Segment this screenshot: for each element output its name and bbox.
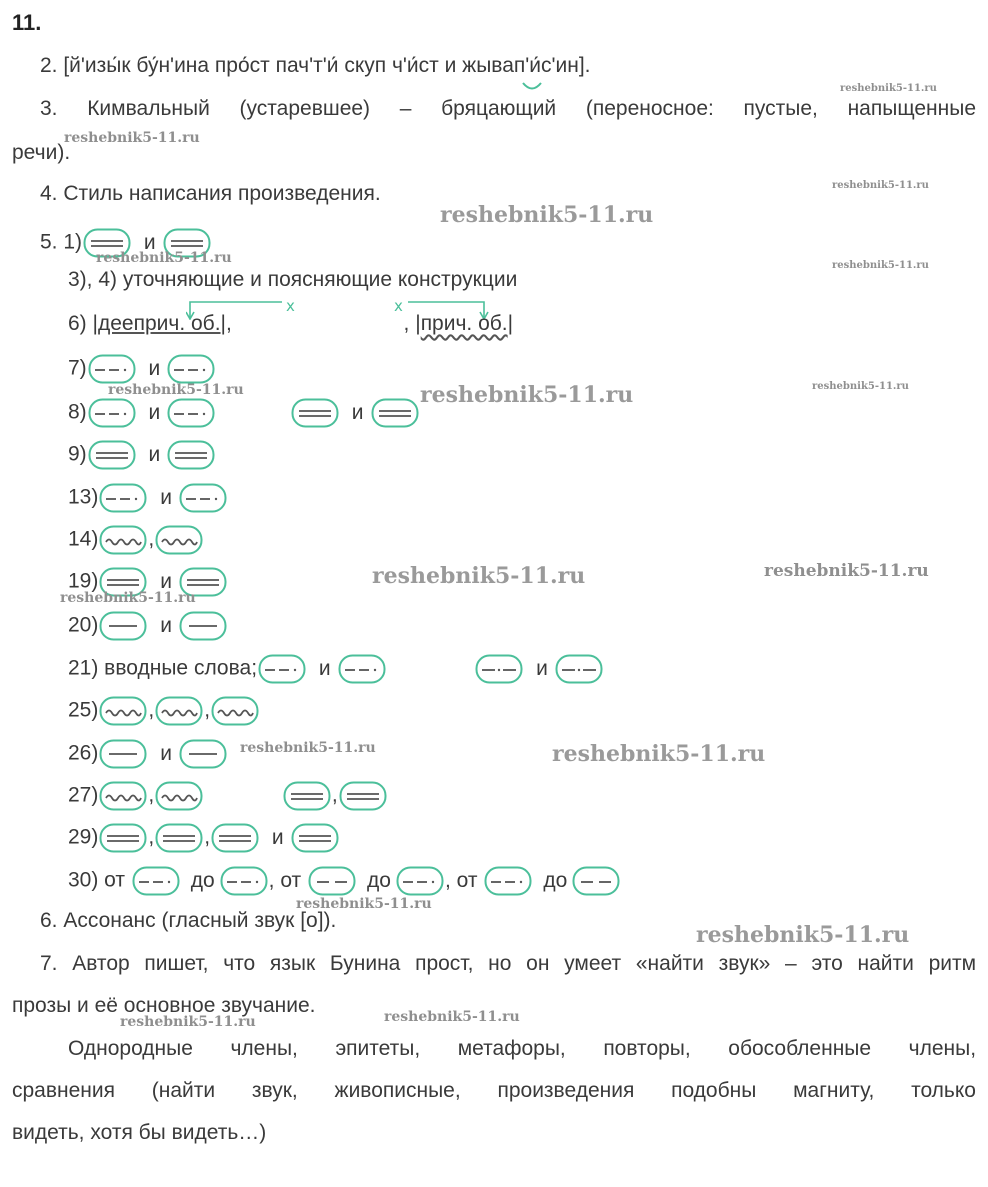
predicate-symbol-icon — [339, 781, 387, 811]
conjunction: и — [318, 656, 331, 680]
watermark: reshebnik5-11.ru — [696, 922, 910, 948]
word: Однородные — [68, 1037, 193, 1060]
row-label: 19) — [68, 569, 99, 593]
word: ритм — [928, 952, 977, 975]
object-symbol-icon — [484, 866, 532, 896]
attribute-symbol-icon — [155, 781, 203, 811]
object-symbol-icon — [308, 866, 356, 896]
bar: | — [507, 312, 514, 335]
item-6: 6. Ассонанс (гласный звук [о]). — [40, 909, 337, 932]
word: найти — [857, 952, 914, 975]
watermark: reshebnik5-11.ru — [296, 896, 432, 912]
object-symbol-icon — [88, 398, 136, 428]
word: члены, — [230, 1037, 298, 1060]
predicate-symbol-icon — [88, 440, 136, 470]
item-5-row-25 — [68, 696, 260, 726]
preposition: , от — [444, 868, 478, 892]
svg-text:x: x — [286, 298, 295, 315]
object-symbol-icon — [179, 483, 227, 513]
item-5-row-6 — [68, 313, 513, 334]
word: умеет — [564, 952, 622, 975]
word: Кимвальный — [87, 97, 210, 120]
word: эпитеты, — [335, 1037, 421, 1060]
object-symbol-icon — [88, 354, 136, 384]
item-5-row-7 — [68, 354, 216, 384]
conjunction: и — [271, 825, 284, 849]
comma: , — [148, 825, 155, 849]
word: – — [785, 952, 797, 975]
word: произведения — [497, 1079, 635, 1102]
word: пустые, — [743, 97, 818, 120]
item-5-row-14 — [68, 525, 204, 555]
word: (найти — [151, 1079, 216, 1102]
bar: | — [415, 312, 421, 335]
row-label: 5. 1) — [40, 230, 83, 254]
word: он — [526, 952, 550, 975]
preposition: до — [190, 868, 215, 892]
row-label: 9) — [68, 442, 87, 466]
arc-mark-icon — [521, 74, 543, 98]
word: звук, — [251, 1079, 298, 1102]
word: напыщенные — [847, 97, 977, 120]
preposition: до — [367, 868, 391, 892]
conjunction: и — [160, 485, 172, 509]
participle-phrase: прич. об. — [420, 312, 508, 335]
subject-symbol-icon — [179, 611, 227, 641]
item-7-line-1 — [40, 953, 976, 974]
word: сравнения — [12, 1079, 115, 1102]
comma: , — [148, 783, 155, 807]
item-3-line-2: речи). — [12, 141, 71, 164]
word: подобны — [671, 1079, 757, 1102]
word: бряцающий — [441, 97, 557, 120]
adverbial-symbol-icon — [475, 654, 523, 684]
attribute-symbol-icon — [99, 525, 147, 555]
row-label: 7) — [68, 356, 87, 380]
word: члены, — [908, 1037, 977, 1060]
object-symbol-icon — [132, 866, 180, 896]
item-5-row-13 — [68, 483, 228, 513]
predicate-symbol-icon — [371, 398, 419, 428]
watermark: reshebnik5-11.ru — [64, 130, 200, 146]
predicate-symbol-icon — [167, 440, 215, 470]
object-symbol-icon — [258, 654, 306, 684]
bar: | — [92, 312, 98, 335]
word: звук» — [718, 952, 771, 975]
paragraph-line-1 — [68, 1038, 976, 1059]
item-5-row-9 — [68, 440, 216, 470]
item-5-row-29 — [68, 823, 340, 853]
bar: |, — [220, 312, 232, 335]
conjunction: и — [351, 400, 364, 424]
word: живописные, — [334, 1079, 461, 1102]
row-label: 13) — [68, 485, 99, 509]
word: – — [399, 97, 412, 120]
word: пишет, — [144, 952, 209, 975]
watermark: reshebnik5-11.ru — [384, 1009, 520, 1025]
word: (устаревшее) — [239, 97, 371, 120]
word: что — [223, 952, 256, 975]
object-symbol-icon — [396, 866, 444, 896]
watermark: reshebnik5-11.ru — [60, 590, 196, 606]
word: магниту, — [793, 1079, 875, 1102]
object-symbol-icon — [572, 866, 620, 896]
word: «найти — [635, 952, 704, 975]
attribute-symbol-icon — [211, 696, 259, 726]
preposition: до — [543, 868, 568, 892]
adverbial-participle-phrase: дееприч. об. — [98, 312, 221, 335]
word: прост, — [415, 952, 474, 975]
adverbial-symbol-icon — [555, 654, 603, 684]
conjunction: и — [536, 656, 548, 680]
attribute-symbol-icon — [99, 781, 147, 811]
predicate-symbol-icon — [155, 823, 203, 853]
attribute-symbol-icon — [155, 696, 203, 726]
conjunction: и — [148, 356, 161, 380]
word: обособленные — [728, 1037, 872, 1060]
object-symbol-icon — [220, 866, 268, 896]
word: это — [811, 952, 843, 975]
row-label: 20) — [68, 613, 99, 637]
exercise-number: 11. — [12, 10, 42, 35]
attribute-symbol-icon — [155, 525, 203, 555]
conjunction: и — [160, 741, 172, 765]
row-label: 29) — [68, 825, 99, 849]
subject-symbol-icon — [99, 739, 147, 769]
item-5-row-30 — [68, 866, 621, 896]
row-label: 25) — [68, 698, 99, 722]
object-symbol-icon — [99, 483, 147, 513]
object-symbol-icon — [167, 398, 215, 428]
word: метафоры, — [457, 1037, 566, 1060]
row-label: 14) — [68, 527, 99, 551]
conjunction: и — [143, 230, 156, 254]
word: но — [488, 952, 512, 975]
comma: , — [148, 698, 155, 722]
predicate-symbol-icon — [211, 823, 259, 853]
predicate-symbol-icon — [291, 823, 339, 853]
item-4: 4. Стиль написания произведения. — [40, 182, 381, 205]
object-symbol-icon — [167, 354, 215, 384]
watermark: reshebnik5-11.ru — [108, 382, 244, 398]
watermark: reshebnik5-11.ru — [96, 250, 232, 266]
conjunction: и — [160, 569, 172, 593]
object-symbol-icon — [338, 654, 386, 684]
watermark: reshebnik5-11.ru — [840, 83, 937, 94]
item-5-row-27 — [68, 781, 388, 811]
item-7-line-2: прозы и её основное звучание. — [12, 994, 316, 1017]
word: 7. — [40, 952, 58, 975]
item-2-transcription: 2. [й'изы́к бу́н'ина про́ст пач'т'и́ скуп ч'и́ст и жывап'и́с'ин]. — [40, 54, 591, 77]
item-3-line-1 — [40, 98, 976, 119]
subject-symbol-icon — [179, 739, 227, 769]
conjunction: и — [148, 442, 161, 466]
item-5-row-20 — [68, 611, 228, 641]
watermark: reshebnik5-11.ru — [120, 1014, 256, 1030]
word: только — [911, 1079, 976, 1102]
row-label: 26) — [68, 741, 99, 765]
comma: , — [204, 698, 211, 722]
subject-symbol-icon — [99, 611, 147, 641]
watermark: reshebnik5-11.ru — [832, 180, 929, 191]
conjunction: и — [160, 613, 172, 637]
word: Автор — [72, 952, 130, 975]
preposition: , от — [268, 868, 302, 892]
word: (переносное: — [585, 97, 714, 120]
conjunction: и — [148, 400, 161, 424]
watermark: reshebnik5-11.ru — [420, 382, 634, 408]
watermark: reshebnik5-11.ru — [812, 381, 909, 392]
item-5-row-21 — [68, 654, 604, 684]
paragraph-line-3: видеть, хотя бы видеть…) — [12, 1121, 267, 1144]
item-5-row-26 — [68, 739, 228, 769]
row-label: 21) вводные слова; — [68, 656, 258, 680]
row-label: 8) — [68, 400, 87, 424]
watermark: reshebnik5-11.ru — [440, 202, 654, 228]
watermark: reshebnik5-11.ru — [832, 260, 929, 271]
watermark: reshebnik5-11.ru — [764, 561, 929, 581]
row-label: 6) — [68, 312, 87, 335]
watermark: reshebnik5-11.ru — [552, 741, 766, 767]
item-5-row-3-4: 3), 4) уточняющие и поясняющие конструкции — [68, 268, 518, 291]
word: 3. — [40, 97, 58, 120]
word: Бунина — [329, 952, 401, 975]
predicate-symbol-icon — [291, 398, 339, 428]
watermark: reshebnik5-11.ru — [240, 740, 376, 756]
item-5-row-8 — [68, 398, 420, 428]
word: повторы, — [603, 1037, 691, 1060]
svg-text:x: x — [394, 298, 403, 315]
paragraph-line-2 — [12, 1080, 976, 1101]
word: язык — [269, 952, 316, 975]
watermark: reshebnik5-11.ru — [372, 563, 586, 589]
attribute-symbol-icon — [99, 696, 147, 726]
predicate-symbol-icon — [99, 823, 147, 853]
comma: , — [331, 783, 338, 807]
comma: , — [403, 312, 410, 335]
row-label: 27) — [68, 783, 99, 807]
comma: , — [204, 825, 211, 849]
comma: , — [148, 527, 155, 551]
row-label: 30) от — [68, 868, 126, 892]
predicate-symbol-icon — [283, 781, 331, 811]
